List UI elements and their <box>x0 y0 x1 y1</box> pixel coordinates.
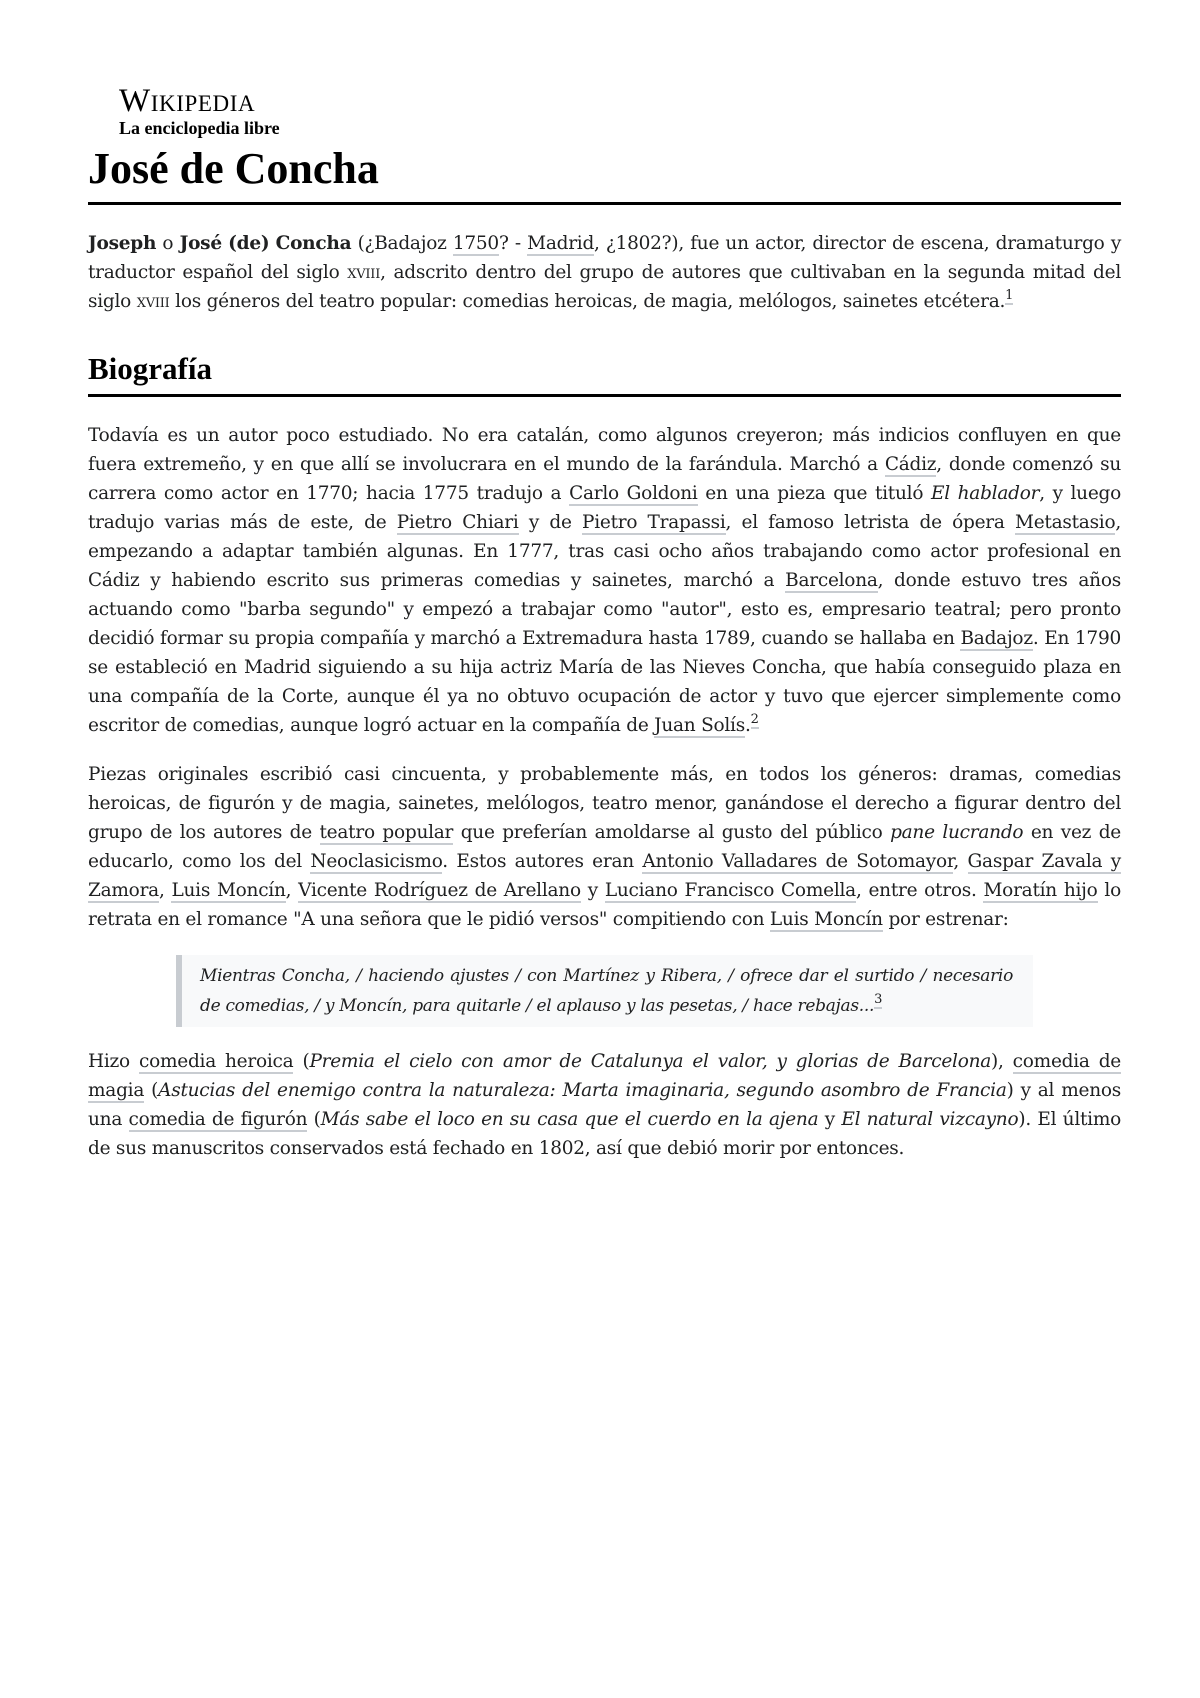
text-run: , y luego tradujo varias más de este, de <box>88 483 1122 533</box>
quote-block <box>176 955 1033 1027</box>
logo-wordmark <box>119 84 1121 118</box>
text-run: , entre otros. <box>855 880 984 901</box>
text-run: , <box>953 851 968 872</box>
text-run: , adscrito dentro del grupo de autores que cultivaban en la segunda mitad del siglo <box>88 262 1121 312</box>
link-luciano-comella[interactable]: Luciano Francisco Comella <box>604 880 856 901</box>
text-run: en vez de educarlo, como los del <box>88 822 1121 872</box>
name-de: (de) <box>228 233 270 254</box>
text-run: Todavía es un autor poco estudiado. No era catalán, como algunos creyeron; más indicios confluyen en que fuera extremeño, y en que allí se involucrara en el mundo de la farándula. Marchó a <box>88 425 1121 475</box>
logo-tagline: La enciclopedia libre <box>119 118 280 138</box>
quote-text: Mientras Concha, / haciendo ajustes / con Martínez y Ribera, / ofrece dar el surtido / necesario de comedias, / y Moncín, para quitarle / el aplauso y las pesetas, / hace rebajas... <box>200 966 1013 1016</box>
link-comedia-heroica[interactable]: comedia heroica <box>138 1051 294 1072</box>
reference-link-3[interactable]: 3 <box>874 992 883 1008</box>
link-metastasio[interactable]: Metastasio <box>1015 512 1116 533</box>
reference-link-2[interactable]: 2 <box>750 711 759 727</box>
title-el-hablador: El hablador <box>930 483 1040 504</box>
link-madrid[interactable]: Madrid <box>527 233 595 254</box>
link-barcelona[interactable]: Barcelona <box>785 570 878 591</box>
reference-1 <box>1005 288 1013 303</box>
link-neoclasicismo[interactable]: Neoclasicismo <box>310 851 443 872</box>
century-xviii: xviii <box>347 262 381 283</box>
link-luis-moncin[interactable]: Luis Moncín <box>171 880 286 901</box>
text-run: y <box>818 1109 842 1130</box>
link-teatro-popular[interactable]: teatro popular <box>319 822 454 843</box>
lead-paragraph <box>88 229 1121 316</box>
text-run: . <box>744 715 751 736</box>
century-xviii: xviii <box>136 291 170 312</box>
name-jose: José <box>179 233 222 254</box>
link-luis-moncin[interactable]: Luis Moncín <box>769 909 883 930</box>
link-comedia-de-figuron[interactable]: comedia de figurón <box>128 1109 308 1130</box>
reference-link-1[interactable]: 1 <box>1005 287 1014 303</box>
reference-2 <box>751 712 759 727</box>
text-run: ? - <box>498 233 528 254</box>
phrase-pane-lucrando: pane lucrando <box>890 822 1024 843</box>
link-vicente-rodriguez-de-arellano[interactable]: Vicente Rodríguez de Arellano <box>298 880 581 901</box>
text-run: Piezas originales escribió casi cincuenta, y probablemente más, en todos los géneros: dramas, comedias heroicas, de figurón y de magia, sainetes, melólogos, teatro menor, ganándose el derecho a figurar dentro del grupo de los autores de <box>88 764 1121 843</box>
text-run: que preferían amoldarse al gusto del público <box>453 822 891 843</box>
link-juan-solis[interactable]: Juan Solís <box>654 715 745 736</box>
text-run: ) y al menos una <box>88 1080 1121 1130</box>
text-run: en una pieza que tituló <box>697 483 931 504</box>
text-run: lo retrata en el romance "A una señora que le pidió versos" compitiendo con <box>88 880 1121 930</box>
text-run: , <box>285 880 299 901</box>
section-heading-biografia: Biografía <box>88 350 1121 397</box>
link-comedia-de-magia[interactable]: comedia de magia <box>88 1051 1121 1101</box>
link-pietro-trapassi[interactable]: Pietro Trapassi <box>582 512 726 533</box>
text-run: ), <box>991 1051 1013 1072</box>
work-title: Más sabe el loco en su casa que el cuerdo en la ajena <box>320 1109 819 1130</box>
text-run: o <box>156 233 180 254</box>
article-page <box>88 84 1121 1163</box>
link-1750[interactable]: 1750 <box>452 233 499 254</box>
text-run: , <box>158 880 172 901</box>
text-run: (¿Badajoz <box>351 233 453 254</box>
work-title: El natural vizcayno <box>841 1109 1019 1130</box>
link-gaspar-zavala[interactable]: Gaspar Zavala y Zamora <box>88 851 1121 901</box>
reference-3 <box>874 992 882 1007</box>
text-run: y <box>580 880 605 901</box>
text-run: por estrenar: <box>882 909 1009 930</box>
page-title: José de Concha <box>88 144 1121 205</box>
work-title: Premia el cielo con amor de Catalunya el valor, y glorias de Barcelona <box>309 1051 992 1072</box>
text-run: ( <box>307 1109 321 1130</box>
work-title: Astucias del enemigo contra la naturaleza: Marta imaginaria, segundo asombro de Francia <box>158 1080 1007 1101</box>
text-run: , ¿1802?), fue un actor, director de escena, dramaturgo y traductor español del siglo <box>88 233 1122 283</box>
name-concha: Concha <box>275 233 352 254</box>
text-run: . Estos autores eran <box>442 851 643 872</box>
link-cadiz[interactable]: Cádiz <box>884 454 937 475</box>
text-run: , empezando a adaptar también algunas. En 1777, tras casi ocho años trabajando como actor profesional en Cádiz y habiendo escrito sus primeras comedias y sainetes, marchó a <box>88 512 1122 591</box>
wikipedia-logo[interactable] <box>119 84 1121 138</box>
link-pietro-chiari[interactable]: Pietro Chiari <box>396 512 519 533</box>
text-run: ). El último de sus manuscritos conservados está fechado en 1802, así que debió morir por entonces. <box>88 1109 1122 1159</box>
link-carlo-goldoni[interactable]: Carlo Goldoni <box>569 483 698 504</box>
link-antonio-valladares[interactable]: Antonio Valladares de Sotomayor <box>642 851 954 872</box>
text-run: ( <box>293 1051 310 1072</box>
text-run: . En 1790 se estableció en Madrid siguiendo a su hija actriz María de las Nieves Concha, que había conseguido plaza en una compañía de la Corte, aunque él ya no obtuvo ocupación de actor y tuvo que ejercer simplemente como escritor de comedias, aunque logró actuar en la compañía de <box>88 628 1121 736</box>
link-badajoz[interactable]: Badajoz <box>960 628 1033 649</box>
logo-wordmark-text: Wikipedia <box>119 83 256 119</box>
text-run: , el famoso letrista de ópera <box>725 512 1015 533</box>
biography-paragraph-3 <box>88 1047 1121 1163</box>
link-moratin-hijo[interactable]: Moratín hijo <box>983 880 1098 901</box>
biography-paragraph-1 <box>88 421 1121 740</box>
text-run: ( <box>144 1080 159 1101</box>
text-run: Hizo <box>88 1051 139 1072</box>
name-joseph: Joseph <box>88 233 157 254</box>
biography-paragraph-2 <box>88 760 1121 934</box>
text-run: , donde comenzó su carrera como actor en 1770; hacia 1775 tradujo a <box>88 454 1121 504</box>
text-run: y de <box>518 512 582 533</box>
text-run: , donde estuvo tres años actuando como "barba segundo" y empezó a trabajar como "autor", esto es, empresario teatral; pero pronto decidió formar su propia compañía y marchó a Extremadura hasta 1789, cuando se hallaba en <box>88 570 1121 649</box>
text-run: los géneros del teatro popular: comedias heroicas, de magia, melólogos, sainetes etcétera. <box>169 291 1006 312</box>
